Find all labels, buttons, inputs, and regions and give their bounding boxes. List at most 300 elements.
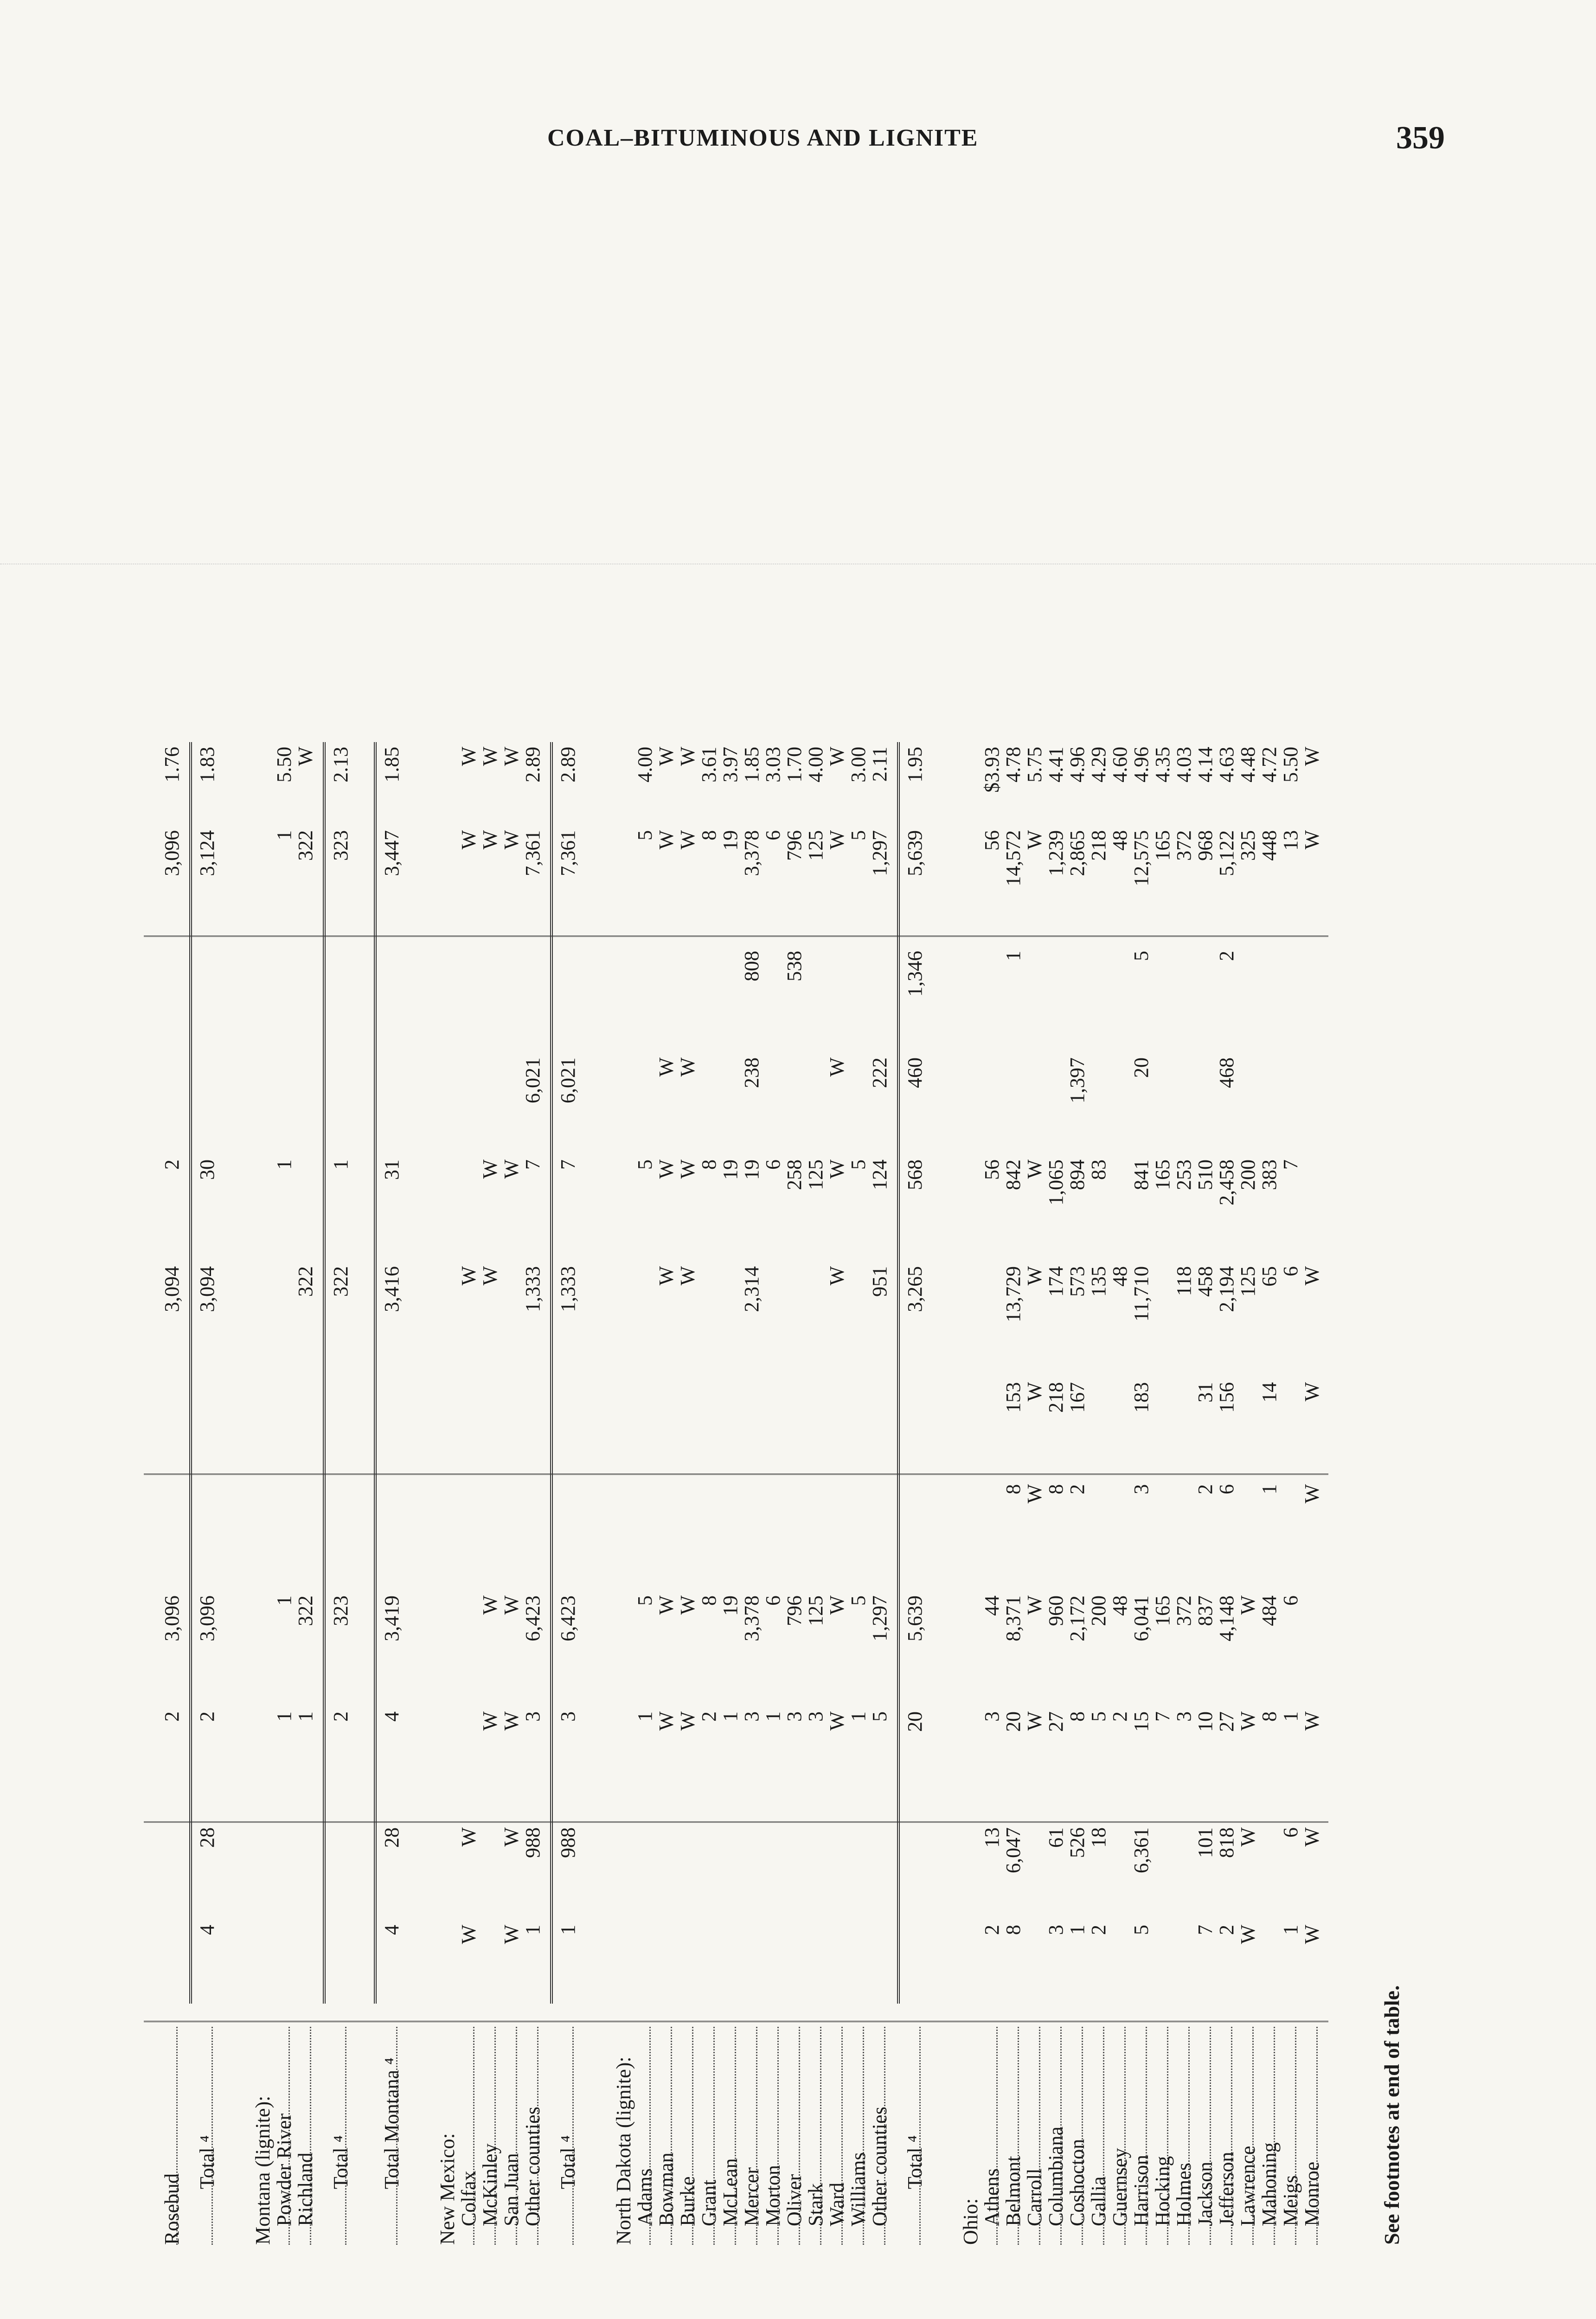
- table-cell: W: [676, 747, 699, 766]
- table-row: [438, 204, 457, 2245]
- table-cell: W: [500, 1160, 523, 1179]
- table-row: [785, 204, 804, 2245]
- table-cell: 18: [1087, 1827, 1110, 1848]
- table-cell: 818: [1215, 1827, 1238, 1858]
- table-cell: 8,371: [1002, 1595, 1025, 1641]
- table-cell: 5: [847, 830, 870, 840]
- table-cell: 322: [329, 1266, 352, 1297]
- table-cell: 1: [557, 1925, 579, 1935]
- table-cell: 4.60: [1109, 747, 1131, 782]
- table-cell: 165: [1151, 830, 1174, 861]
- row-label: Total ⁴: [557, 2135, 579, 2189]
- table-cell: 4.72: [1258, 747, 1281, 782]
- row-label: Burke: [676, 2176, 699, 2226]
- table-row: [635, 204, 655, 2245]
- row-label: Grant: [698, 2179, 720, 2226]
- table-row: [253, 204, 273, 2245]
- row-label: McLean: [719, 2158, 742, 2226]
- table-cell: 6,021: [521, 1057, 544, 1103]
- table-cell: 6: [1215, 1484, 1238, 1494]
- table-cell: W: [1237, 1925, 1259, 1944]
- table-cell: 7: [521, 1160, 544, 1170]
- table-cell: 2: [1194, 1484, 1217, 1494]
- table-cell: W: [676, 1057, 699, 1077]
- table-cell: 3,094: [160, 1266, 183, 1312]
- row-label: Mahoning: [1258, 2142, 1281, 2226]
- total-rule: [323, 742, 326, 2004]
- table-cell: 568: [904, 1160, 926, 1190]
- total-rule: [374, 742, 377, 2004]
- table-cell: 372: [1173, 830, 1195, 861]
- table-row: [1068, 204, 1087, 2245]
- table-cell: 3,265: [904, 1266, 926, 1312]
- table-cell: W: [479, 1595, 501, 1615]
- table-cell: 14,572: [1002, 830, 1025, 886]
- table-cell: 258: [783, 1160, 806, 1190]
- table-cell: 951: [868, 1266, 891, 1297]
- table-cell: 2: [698, 1711, 720, 1722]
- row-label: Ohio:: [959, 2198, 982, 2245]
- table-cell: 1: [273, 1711, 295, 1722]
- table-row: [763, 204, 783, 2245]
- table-row: [870, 204, 890, 2245]
- table-cell: 20: [1130, 1057, 1153, 1078]
- table-cell: W: [500, 1827, 523, 1847]
- table-cell: 3: [1130, 1484, 1153, 1494]
- table-row: [961, 204, 981, 2245]
- table-cell: 6: [762, 830, 784, 840]
- table-cell: 3: [740, 1711, 763, 1722]
- table-cell: 484: [1258, 1595, 1281, 1626]
- table-cell: 1: [294, 1711, 317, 1722]
- table-cell: 2,194: [1215, 1266, 1238, 1312]
- table-cell: 1,346: [904, 951, 926, 997]
- table-cell: 988: [521, 1827, 544, 1858]
- table-cell: 3,096: [160, 830, 183, 876]
- table-row: [614, 204, 634, 2245]
- table-cell: 5.75: [1023, 747, 1046, 782]
- table-cell: W: [1301, 1711, 1323, 1731]
- column-rule: [144, 935, 1328, 937]
- table-cell: W: [655, 1057, 678, 1077]
- table-cell: 4.00: [634, 747, 656, 782]
- table-cell: W: [1301, 1484, 1323, 1504]
- table-cell: 14: [1258, 1382, 1281, 1403]
- table-row: [331, 204, 351, 2245]
- row-label: Other counties: [868, 2107, 891, 2226]
- table-cell: 894: [1066, 1160, 1089, 1190]
- table-cell: 65: [1258, 1266, 1281, 1287]
- table-cell: 83: [1087, 1160, 1110, 1180]
- row-label: Morton: [762, 2165, 784, 2226]
- table-cell: 12,575: [1130, 830, 1153, 886]
- table-cell: 3.61: [698, 747, 720, 782]
- table-row: [198, 204, 217, 2245]
- table-cell: 1: [521, 1925, 544, 1935]
- table-cell: W: [655, 1266, 678, 1286]
- table-cell: W: [655, 747, 678, 766]
- table-cell: 323: [329, 1595, 352, 1626]
- table-cell: 135: [1087, 1266, 1110, 1297]
- table-cell: 6,361: [1130, 1827, 1153, 1873]
- table-cell: 10: [1194, 1711, 1217, 1732]
- table-cell: 1,333: [557, 1266, 579, 1312]
- table-cell: 19: [719, 1595, 742, 1616]
- table-cell: W: [826, 747, 848, 766]
- table-row: [678, 204, 698, 2245]
- table-cell: 796: [783, 830, 806, 861]
- table-row: [1174, 204, 1194, 2245]
- table-cell: 3,419: [380, 1595, 403, 1641]
- table-cell: 3: [557, 1711, 579, 1722]
- table-cell: 7,361: [557, 830, 579, 876]
- table-cell: 31: [1194, 1382, 1217, 1403]
- column-rule: [144, 2021, 1328, 2022]
- table-cell: 1: [634, 1711, 656, 1722]
- table-cell: 8: [1002, 1925, 1025, 1935]
- table-cell: W: [1237, 1595, 1259, 1615]
- table-cell: 48: [1109, 830, 1131, 851]
- row-label: Gallia: [1087, 2176, 1110, 2226]
- table-cell: 526: [1066, 1827, 1089, 1858]
- row-label: Jefferson: [1215, 2152, 1238, 2226]
- row-label: Rosebud: [160, 2173, 183, 2245]
- table-cell: 1: [273, 1595, 295, 1606]
- table-cell: 8: [698, 1595, 720, 1606]
- table-cell: 8: [1002, 1484, 1025, 1494]
- row-label: Jackson: [1194, 2161, 1217, 2226]
- table-cell: 5: [868, 1711, 891, 1722]
- table-cell: W: [1023, 1382, 1046, 1402]
- table-cell: 2: [1215, 1925, 1238, 1935]
- table-cell: W: [479, 1711, 501, 1731]
- table-cell: W: [457, 747, 480, 766]
- table-row: [849, 204, 868, 2245]
- table-cell: W: [655, 830, 678, 850]
- table-cell: W: [294, 747, 317, 766]
- table-cell: W: [1023, 1595, 1046, 1615]
- table-cell: 458: [1194, 1266, 1217, 1297]
- table-row: [162, 204, 182, 2245]
- row-label: North Dakota (lignite):: [612, 2056, 635, 2245]
- table-cell: 101: [1194, 1827, 1217, 1858]
- table-row: [1238, 204, 1258, 2245]
- table-row: [481, 204, 500, 2245]
- table-row: [742, 204, 762, 2245]
- table-cell: 3,094: [196, 1266, 218, 1312]
- table-cell: 3,124: [196, 830, 218, 876]
- table-cell: 960: [1045, 1595, 1067, 1626]
- table-cell: 20: [904, 1711, 926, 1732]
- row-label: Holmes: [1173, 2163, 1195, 2226]
- table-cell: 383: [1258, 1160, 1281, 1190]
- table-cell: 125: [804, 830, 827, 861]
- table-cell: W: [1237, 1827, 1259, 1847]
- table-cell: 165: [1151, 1160, 1174, 1190]
- table-cell: 48: [1109, 1595, 1131, 1616]
- table-cell: 372: [1173, 1595, 1195, 1626]
- table-cell: 3: [783, 1711, 806, 1722]
- table-cell: 19: [719, 830, 742, 851]
- table-cell: 30: [196, 1160, 218, 1180]
- table-cell: 28: [380, 1827, 403, 1848]
- table-cell: W: [457, 830, 480, 850]
- table-cell: 8: [1045, 1484, 1067, 1494]
- table-cell: 573: [1066, 1266, 1089, 1297]
- table-cell: 2: [1215, 951, 1238, 961]
- table-cell: W: [457, 1925, 480, 1944]
- table-cell: 6,423: [557, 1595, 579, 1641]
- table-cell: 1: [273, 830, 295, 840]
- table-cell: 56: [981, 830, 1003, 851]
- table-cell: 1,065: [1045, 1160, 1067, 1205]
- table-row: [982, 204, 1002, 2245]
- table-cell: W: [1023, 1160, 1046, 1179]
- table-row: [275, 204, 294, 2245]
- table-cell: 3: [1045, 1925, 1067, 1935]
- page-number: 359: [1396, 120, 1445, 156]
- table-cell: 5,122: [1215, 830, 1238, 876]
- table-cell: 2: [160, 1711, 183, 1722]
- table-cell: W: [676, 830, 699, 850]
- row-label: Belmont: [1002, 2156, 1025, 2226]
- footnote: See footnotes at end of table.: [1380, 1985, 1404, 2245]
- table-cell: 2,172: [1066, 1595, 1089, 1641]
- table-cell: W: [1023, 1711, 1046, 1731]
- table-cell: 1,397: [1066, 1057, 1089, 1103]
- table-cell: 20: [1002, 1711, 1025, 1732]
- table-cell: 4.96: [1066, 747, 1089, 782]
- table-cell: 322: [294, 1266, 317, 1297]
- table-cell: 5: [847, 1160, 870, 1170]
- total-rule: [550, 742, 553, 2004]
- table-cell: 2: [196, 1711, 218, 1722]
- table-cell: $3.93: [981, 747, 1003, 793]
- table-cell: 6,423: [521, 1595, 544, 1641]
- table-cell: 3,096: [160, 1595, 183, 1641]
- table-cell: 842: [1002, 1160, 1025, 1190]
- table-cell: 1: [762, 1711, 784, 1722]
- table-cell: 4,148: [1215, 1595, 1238, 1641]
- table-row: [382, 204, 402, 2245]
- table-cell: 48: [1109, 1266, 1131, 1287]
- table-cell: 27: [1215, 1711, 1238, 1732]
- table-cell: 124: [868, 1160, 891, 1190]
- row-label: Monroe: [1301, 2161, 1323, 2226]
- table-cell: 3: [521, 1711, 544, 1722]
- table-row: [1025, 204, 1045, 2245]
- table-row: [1046, 204, 1066, 2245]
- table-cell: 510: [1194, 1160, 1217, 1190]
- table-row: [905, 204, 925, 2245]
- table-cell: 118: [1173, 1266, 1195, 1296]
- table-cell: 200: [1087, 1595, 1110, 1626]
- table-cell: 2.13: [329, 747, 352, 782]
- table-cell: 165: [1151, 1595, 1174, 1626]
- table-cell: 3: [981, 1711, 1003, 1722]
- table-row: [1217, 204, 1237, 2245]
- table-cell: 468: [1215, 1057, 1238, 1088]
- table-cell: 61: [1045, 1827, 1067, 1848]
- row-label: Total Montana ⁴: [380, 2057, 403, 2189]
- table-cell: 5.50: [273, 747, 295, 782]
- table-cell: 1,297: [868, 830, 891, 876]
- table-cell: W: [1301, 1827, 1323, 1847]
- table-cell: W: [676, 1160, 699, 1179]
- table-cell: 322: [294, 1595, 317, 1626]
- table-cell: W: [479, 1266, 501, 1286]
- row-label: Athens: [981, 2168, 1003, 2226]
- table-cell: 6: [762, 1160, 784, 1170]
- table-row: [502, 204, 521, 2245]
- table-cell: 323: [329, 830, 352, 861]
- table-row: [1281, 204, 1301, 2245]
- table-cell: 2.89: [521, 747, 544, 782]
- row-label: Richland: [294, 2152, 317, 2226]
- table-cell: 460: [904, 1057, 926, 1088]
- row-label: Coshocton: [1066, 2139, 1089, 2226]
- table-cell: 3,096: [196, 1595, 218, 1641]
- table-cell: 988: [557, 1827, 579, 1858]
- row-label: Mercer: [740, 2167, 763, 2226]
- table-cell: W: [826, 1711, 848, 1731]
- table-cell: 1,239: [1045, 830, 1067, 876]
- table-cell: 167: [1066, 1382, 1089, 1413]
- table-row: [657, 204, 676, 2245]
- table-cell: 3,416: [380, 1266, 403, 1312]
- table-cell: 4.41: [1045, 747, 1067, 782]
- table-cell: 6,047: [1002, 1827, 1025, 1873]
- table-cell: 3.97: [719, 747, 742, 782]
- table-cell: 4.00: [804, 747, 827, 782]
- table-cell: 11,710: [1130, 1266, 1153, 1322]
- table-cell: 4.35: [1151, 747, 1174, 782]
- table-cell: W: [500, 1925, 523, 1944]
- table-row: [1153, 204, 1173, 2245]
- table-cell: W: [655, 1711, 678, 1731]
- table-cell: 1.70: [783, 747, 806, 782]
- table-row: [1110, 204, 1130, 2245]
- row-label: Other counties: [521, 2107, 544, 2226]
- table-cell: 1: [719, 1711, 742, 1722]
- table-cell: 538: [783, 951, 806, 981]
- table-cell: 27: [1045, 1711, 1067, 1732]
- row-label: Powder River: [273, 2113, 295, 2226]
- table-cell: W: [500, 830, 523, 850]
- row-label: Guernsey: [1109, 2148, 1131, 2226]
- table-cell: 8: [1258, 1711, 1281, 1722]
- table-cell: 13: [1279, 830, 1302, 851]
- table-cell: 125: [1237, 1266, 1259, 1297]
- table-cell: 222: [868, 1057, 891, 1088]
- table-cell: 2.11: [868, 747, 891, 782]
- row-label: McKinley: [479, 2143, 501, 2226]
- table-cell: W: [500, 747, 523, 766]
- table-row: [296, 204, 315, 2245]
- table-cell: 4.03: [1173, 747, 1195, 782]
- table-row: [558, 204, 578, 2245]
- table-cell: 5: [1130, 1925, 1153, 1935]
- table-cell: W: [826, 1160, 848, 1179]
- table-row: [699, 204, 719, 2245]
- row-label: Harrison: [1130, 2155, 1153, 2226]
- row-label: Carroll: [1023, 2168, 1046, 2226]
- table-cell: 2,458: [1215, 1160, 1238, 1205]
- table-cell: 4.14: [1194, 747, 1217, 782]
- table-cell: 3,447: [380, 830, 403, 876]
- table-cell: W: [826, 1057, 848, 1077]
- table-cell: 7: [1194, 1925, 1217, 1935]
- table-cell: 968: [1194, 830, 1217, 861]
- table-cell: W: [1023, 1266, 1046, 1286]
- row-label: Oliver: [783, 2174, 806, 2226]
- table-cell: 1.76: [160, 747, 183, 782]
- row-label: San Juan: [500, 2153, 523, 2226]
- table-cell: 13,729: [1002, 1266, 1025, 1322]
- table-cell: W: [1301, 1382, 1323, 1402]
- table-cell: W: [826, 1595, 848, 1615]
- table-row: [523, 204, 543, 2245]
- table-cell: 3,378: [740, 1595, 763, 1641]
- row-label: Lawrence: [1237, 2146, 1259, 2226]
- table-cell: 1: [847, 1711, 870, 1722]
- table-cell: 4.96: [1130, 747, 1153, 782]
- table-cell: 1: [273, 1160, 295, 1170]
- table-cell: 4: [196, 1925, 218, 1935]
- table-cell: 3.03: [762, 747, 784, 782]
- row-label: Williams: [847, 2152, 870, 2226]
- table-cell: W: [1301, 1266, 1323, 1286]
- table-cell: 1.95: [904, 747, 926, 782]
- table-cell: 2: [160, 1160, 183, 1170]
- table-cell: 2,865: [1066, 830, 1089, 876]
- row-label: Adams: [634, 2168, 656, 2226]
- table-cell: 5: [1087, 1711, 1110, 1722]
- table-cell: W: [1237, 1711, 1259, 1731]
- table-cell: W: [500, 1595, 523, 1615]
- table-cell: 2: [981, 1925, 1003, 1935]
- table-cell: 1: [329, 1160, 352, 1170]
- table-cell: 1: [1258, 1484, 1281, 1494]
- table-cell: 5: [634, 1595, 656, 1606]
- table-cell: 837: [1194, 1595, 1217, 1626]
- table-cell: 8: [698, 1160, 720, 1170]
- table-cell: 808: [740, 951, 763, 981]
- table-cell: 4.78: [1002, 747, 1025, 782]
- table-cell: 44: [981, 1595, 1003, 1616]
- table-cell: 7: [1279, 1160, 1302, 1170]
- row-label: Colfax: [457, 2171, 480, 2226]
- table-cell: 7: [1151, 1711, 1174, 1722]
- table-cell: 125: [804, 1160, 827, 1190]
- row-label: Hocking: [1151, 2156, 1174, 2226]
- table-row: [806, 204, 826, 2245]
- table-cell: W: [1301, 1925, 1323, 1944]
- table-cell: 7: [557, 1160, 579, 1170]
- table-cell: 3: [804, 1711, 827, 1722]
- table-cell: 156: [1215, 1382, 1238, 1413]
- table-cell: 15: [1130, 1711, 1153, 1732]
- table-cell: 2,314: [740, 1266, 763, 1312]
- table-cell: 19: [719, 1160, 742, 1180]
- table-cell: W: [655, 1595, 678, 1615]
- table-cell: 8: [698, 830, 720, 840]
- table-cell: 7,361: [521, 830, 544, 876]
- table-cell: W: [676, 1266, 699, 1286]
- table-row: [1302, 204, 1322, 2245]
- row-label: Stark: [804, 2183, 827, 2226]
- table-cell: 4: [380, 1711, 403, 1722]
